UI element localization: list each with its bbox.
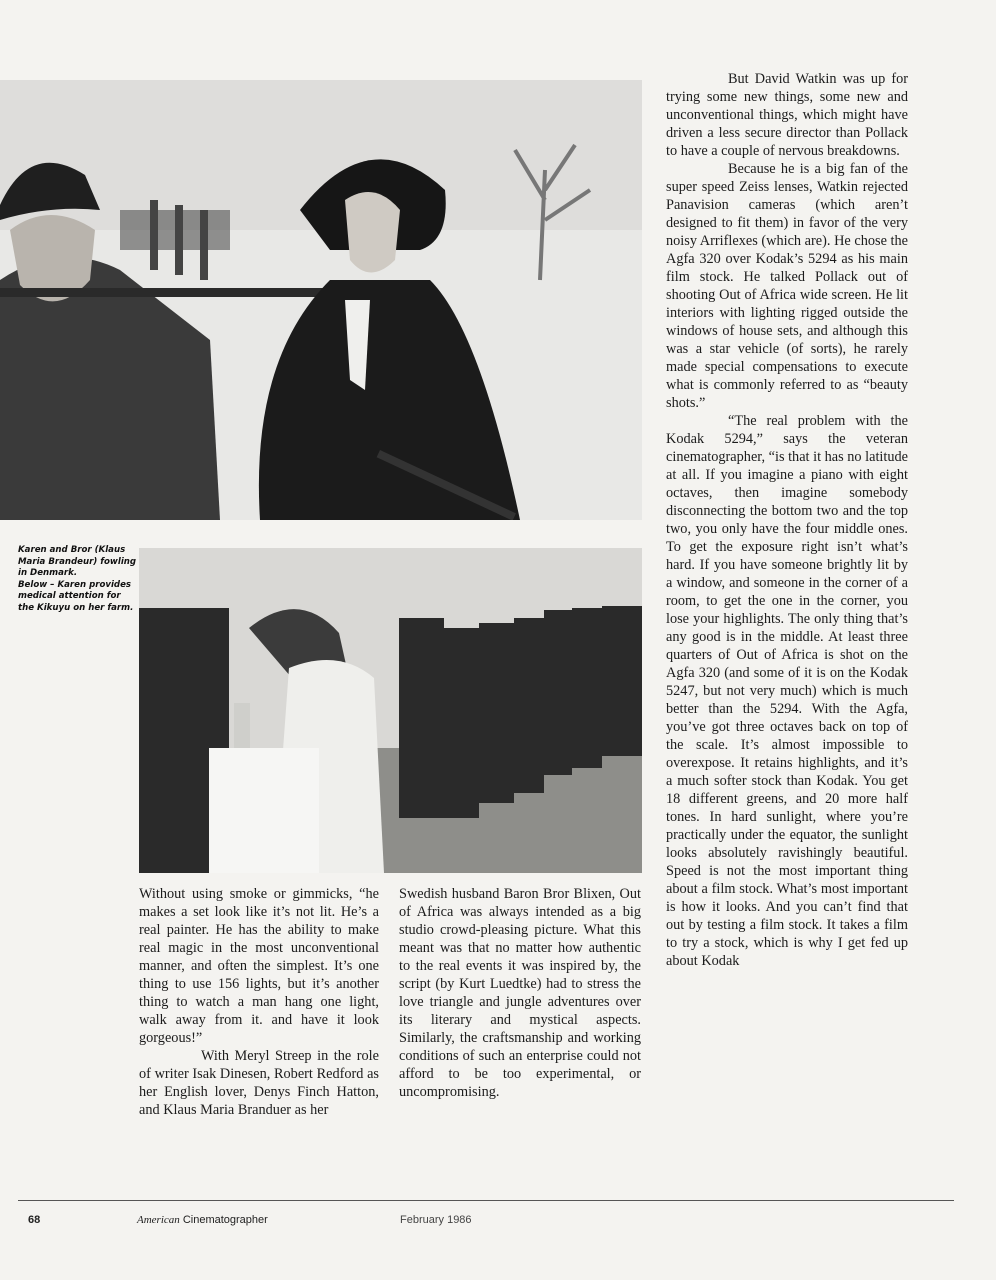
magazine-name-part-1: American (137, 1214, 180, 1226)
col1-paragraph-2: With Meryl Streep in the role of writer Isak Dinesen, Robert Redford as her English lover, Denys Finch Hatton, and Klaus Maria Branduer as her (139, 1048, 379, 1118)
magazine-name (137, 1214, 268, 1226)
photo-caption (18, 545, 138, 615)
article-column-2 (399, 885, 641, 1101)
photo-bottom (139, 548, 642, 873)
caption-line-top: Karen and Bror (Klaus Maria Brandeur) fowling in Denmark. (18, 545, 137, 579)
col3-paragraph-1: But David Watkin was up for trying some new things, some new and unconventional things, which might have driven a less secure director than Pollack to have a couple of nervous breakdowns. (666, 71, 908, 159)
page-number: 68 (28, 1214, 41, 1226)
caption-line-bottom: Below – Karen provides medical attention for the Kikuyu on her farm. (18, 579, 134, 613)
article-column-1 (139, 885, 379, 1119)
col3-paragraph-2: Because he is a big fan of the super speed Zeiss lenses, Watkin rejected Panavision cameras (which aren’t designed to fit them) in favor of the very noisy Arriflexes (which are). He chose the Agfa 320 over Kodak’s 5294 as his main film stock. He talked Pollack out of shooting Out of Africa wide screen. He lit interiors with lighting rigged outside the windows of house sets, and although this was a star vehicle (of sorts), he rarely made special compensations to execute what is commonly referred to as “beauty shots.” (666, 161, 908, 411)
article-column-3 (666, 70, 908, 970)
magazine-name-part-2: Cinematographer (182, 1214, 268, 1226)
footer-rule (18, 1200, 954, 1201)
col1-paragraph-1: Without using smoke or gimmicks, “he makes a set look like it’s not lit. He’s a real painter. He has the ability to make real magic in the most unconventional manner, and often the simplest. It’s one thing to use 156 lights, but it’s another thing to watch a man hang one light, walk away from it. and have it look gorgeous!” (139, 886, 379, 1046)
photo-top (0, 80, 642, 520)
photo-bottom-image (139, 548, 642, 873)
col2-paragraph-1: Swedish husband Baron Bror Blixen, Out of Africa was always intended as a big studio crowd-pleasing picture. What this meant was that no matter how authentic to the real events it was inspired by, the script (by Kurt Luedtke) had to stress the love triangle and jungle adventures over its literary and mystical aspects. Similarly, the craftsmanship and working conditions of such an enterprise could not afford to be too experimental, or uncompromising. (399, 886, 641, 1100)
photo-top-image (0, 80, 642, 520)
issue-date: February 1986 (400, 1214, 472, 1226)
col3-paragraph-3: “The real problem with the Kodak 5294,” says the veteran cinematographer, “is that it has no latitude at all. If you imagine a piano with eight octaves, then imagine somebody disconnecting the bottom two and the top two, you only have the four middle ones. To get the exposure right isn’t what’s hard. If you have someone brightly lit by a window, and someone in the corner of a room, to get the one in the corner, you lose your highlights. The only thing that’s any good is in the middle. At least three quarters of Out of Africa is shot on the Agfa 320 (and some of it is on the Kodak 5247, but not very much) which is much better than the 5294. With the Agfa, you’ve got three octaves back on top of the scale. It’s almost impossible to overexpose. It retains highlights, and it’s a much softer stock than Kodak. You get 18 different greens, and 20 more half tones. In hard sunlight, where you’re practically under the equator, the sunlight looks absolutely ravishingly beautiful. Speed is not the most important thing about a film stock. What’s most important is how it looks. And you can’t find that out by testing a film stock. It takes a film to try a stock, which is why I get fed up about Kodak (666, 413, 908, 969)
